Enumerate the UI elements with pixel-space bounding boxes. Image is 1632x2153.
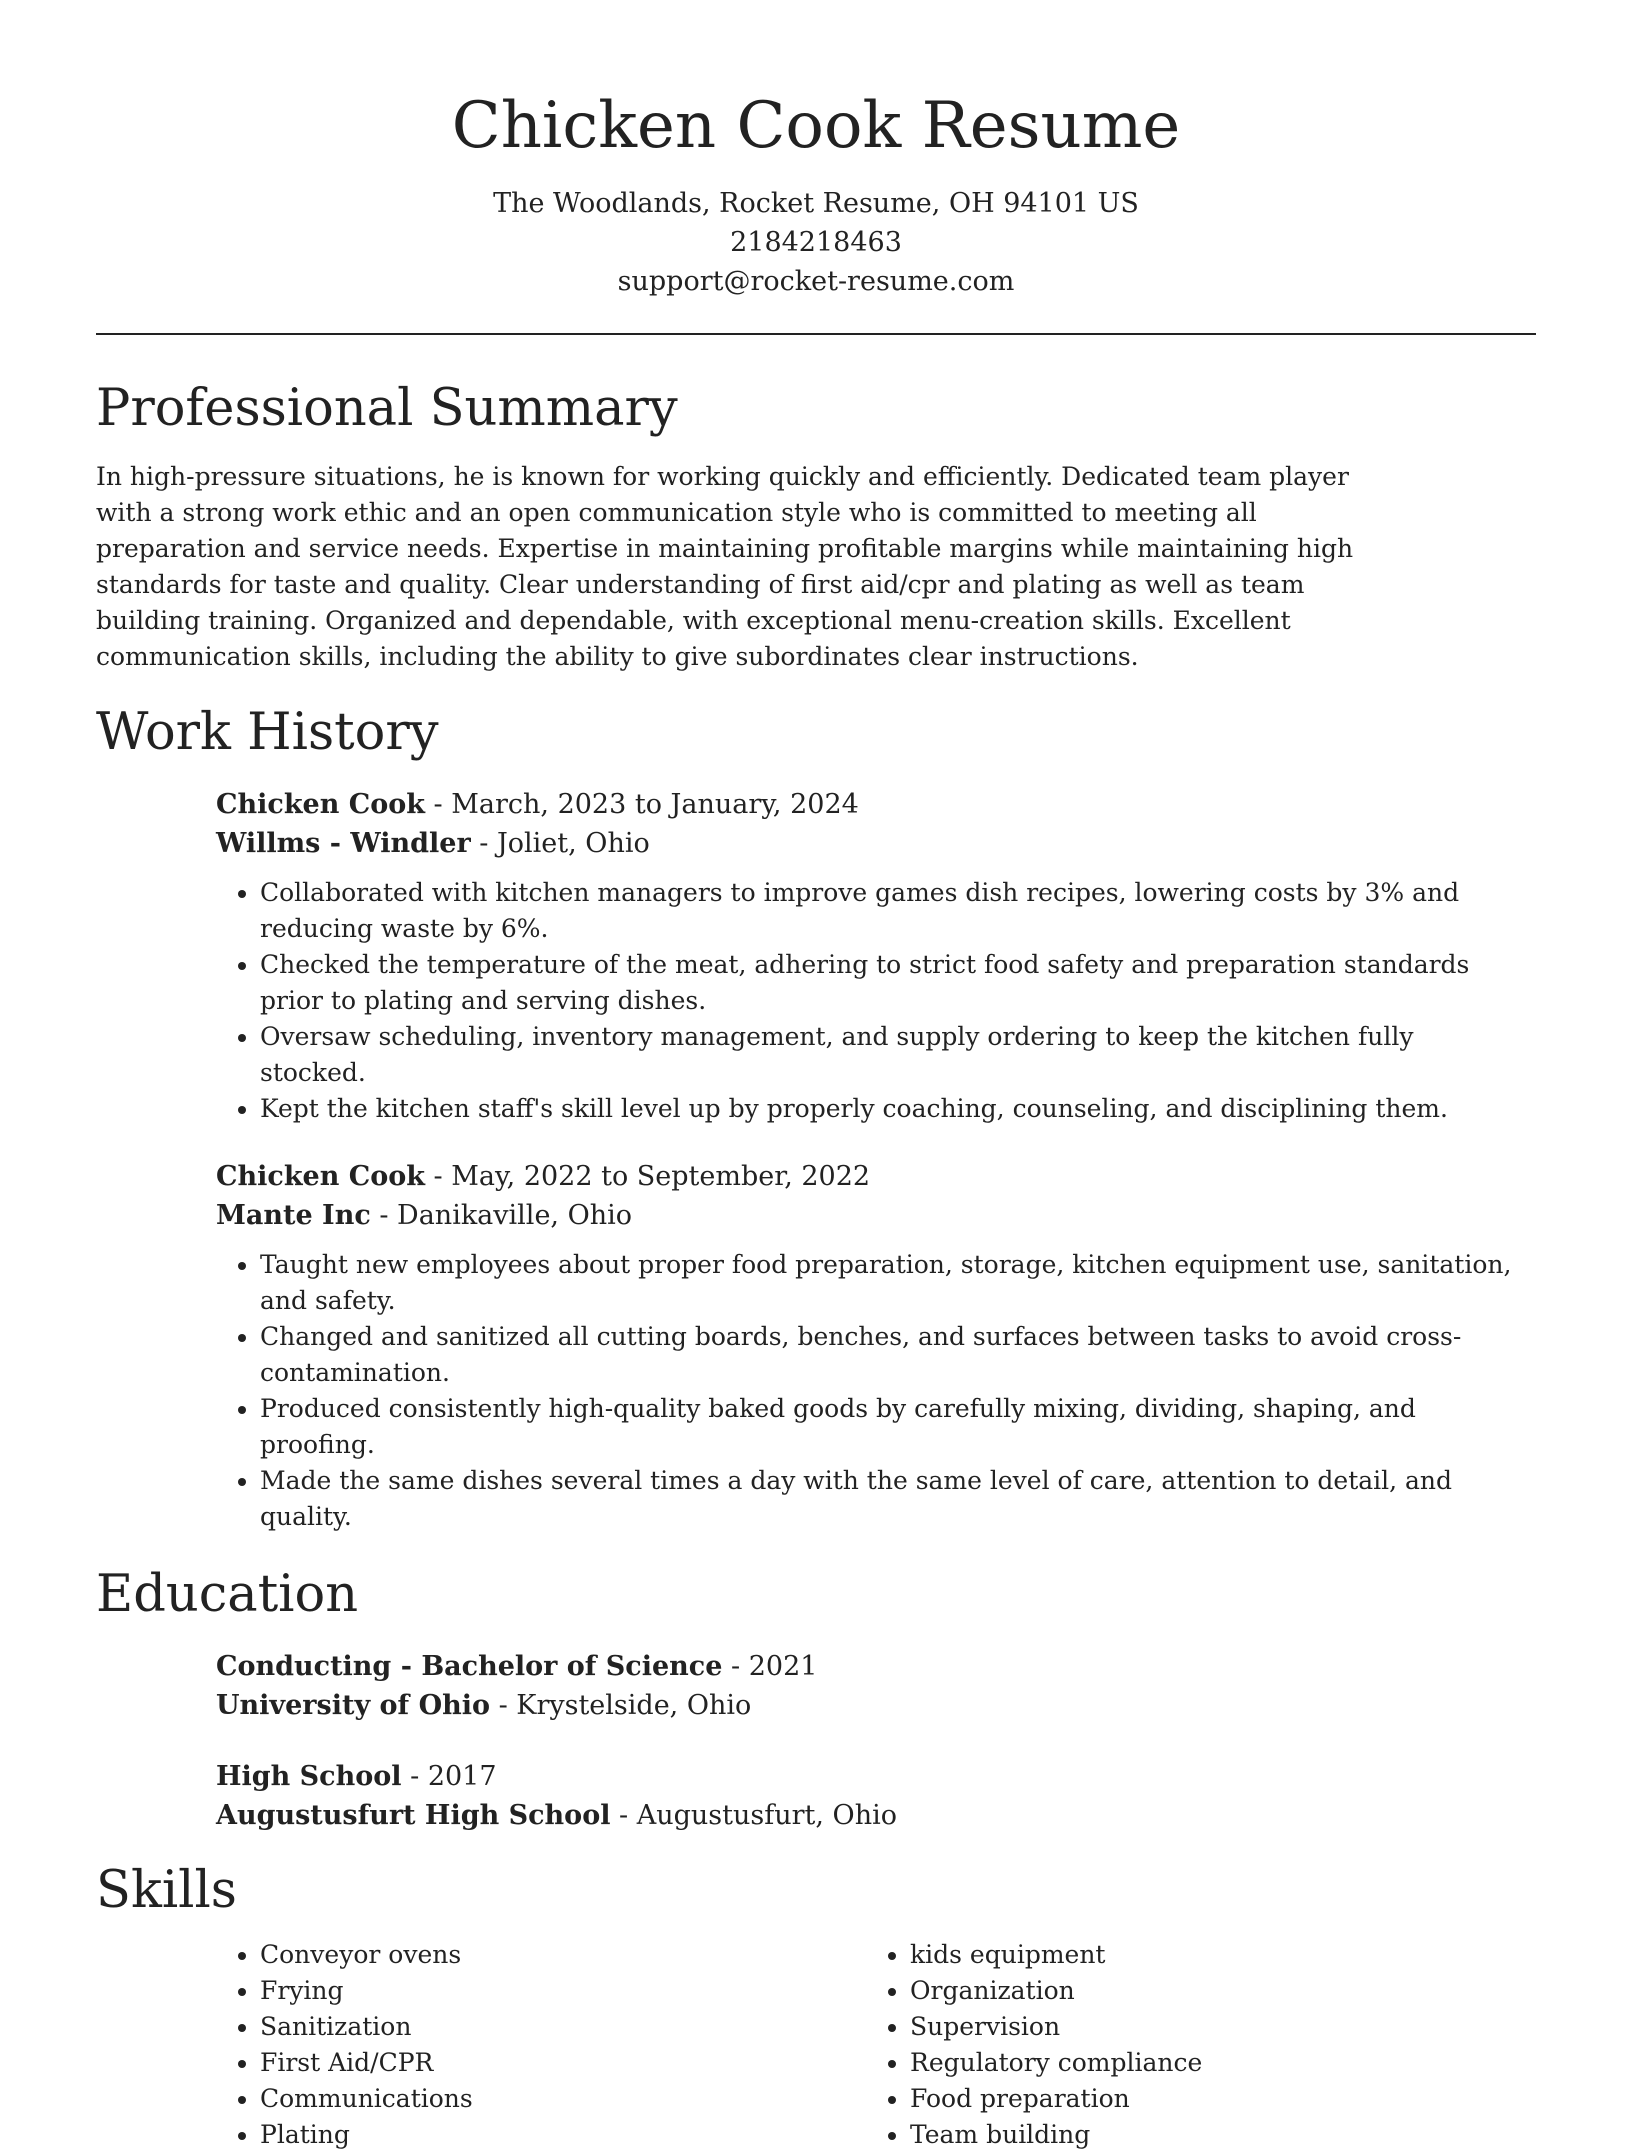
skills-column-right: [866, 1937, 1516, 2153]
list-item: • Team building: [910, 2117, 1516, 2153]
list-item: • Communications: [260, 2081, 866, 2117]
job-role: Chicken Cook: [216, 1161, 425, 1192]
job-entry: [216, 1157, 1516, 1535]
education-list: [216, 1647, 1516, 1835]
resume-header: [96, 0, 1536, 301]
job-company: Mante Inc: [216, 1200, 371, 1231]
skills-heading: Skills: [96, 1861, 237, 1920]
work-history-section: [96, 701, 1536, 1535]
education-entry: [216, 1647, 1516, 1725]
education-entry: [216, 1757, 1516, 1835]
list-item: • Food preparation: [910, 2081, 1516, 2117]
list-item: • Frying: [260, 1973, 866, 2009]
job-location: - Danikaville, Ohio: [370, 1200, 632, 1231]
school-line: [216, 1796, 1516, 1835]
job-title-line: [216, 1157, 1516, 1196]
school-name: Augustusfurt High School: [216, 1800, 611, 1831]
resume-page: [96, 0, 1536, 2153]
summary-heading: Professional Summary: [96, 379, 678, 438]
school-location: - Augustusfurt, Ohio: [610, 1800, 897, 1831]
job-company: Willms - Windler: [216, 828, 471, 859]
list-item: • Plating: [260, 2117, 866, 2153]
work-history-heading: Work History: [96, 703, 439, 762]
list-item: • Kept the kitchen staff's skill level up by properly coaching, counseling, and disciplining them.: [260, 1091, 1516, 1127]
list-item: • Regulatory compliance: [910, 2045, 1516, 2081]
education-heading: Education: [96, 1565, 359, 1624]
job-duties: [216, 1247, 1516, 1535]
summary-text: In high-pressure situations, he is known for working quickly and efficiently. Dedicated team player with a strong work ethic and an open communication style who is committed to meeting all preparation and service needs. Expertise in maintaining profitable margins while maintaining high standards for taste and quality. Clear understanding of first aid/cpr and plating as well as team building training. Organized and dependable, with exceptional menu-creation skills. Excellent communication skills, including the ability to give subordinates clear instructions.: [96, 462, 1354, 671]
skills-grid: [216, 1937, 1516, 2153]
school-line: [216, 1686, 1516, 1725]
email: support@rocket-resume.com: [617, 266, 1015, 297]
education-section: [96, 1563, 1536, 1835]
resume-title: Chicken Cook Resume: [451, 89, 1181, 163]
list-item: • Produced consistently high-quality baked goods by carefully mixing, dividing, shaping, and proofing.: [260, 1391, 1516, 1463]
graduation-year: - 2021: [722, 1651, 818, 1682]
job-duties: [216, 875, 1516, 1127]
list-item: • Supervision: [910, 2009, 1516, 2045]
skills-section: [96, 1859, 1536, 2153]
list-item: • Checked the temperature of the meat, adhering to strict food safety and preparation standards prior to plating and serving dishes.: [260, 947, 1516, 1019]
list-item: • Taught new employees about proper food preparation, storage, kitchen equipment use, sanitation, and safety.: [260, 1247, 1516, 1319]
list-item: • Collaborated with kitchen managers to improve games dish recipes, lowering costs by 3% and reducing waste by 6%.: [260, 875, 1516, 947]
list-item: • Made the same dishes several times a day with the same level of care, attention to detail, and quality.: [260, 1463, 1516, 1535]
job-location: - Joliet, Ohio: [470, 828, 650, 859]
header-divider: [96, 333, 1536, 335]
job-dates: - May, 2022 to September, 2022: [424, 1161, 871, 1192]
list-item: • First Aid/CPR: [260, 2045, 866, 2081]
graduation-year: - 2017: [401, 1761, 497, 1792]
degree-line: [216, 1757, 1516, 1796]
list-item: • Oversaw scheduling, inventory management, and supply ordering to keep the kitchen fully stocked.: [260, 1019, 1516, 1091]
job-title-line: [216, 785, 1516, 824]
degree: High School: [216, 1761, 402, 1792]
address: The Woodlands, Rocket Resume, OH 94101 US: [493, 188, 1139, 219]
list-item: • kids equipment: [910, 1937, 1516, 1973]
job-entry: [216, 785, 1516, 1127]
phone: 2184218463: [730, 227, 902, 258]
summary-section: [96, 377, 1536, 675]
skills-column-left: [216, 1937, 866, 2153]
list-item: • Conveyor ovens: [260, 1937, 866, 1973]
list-item: • Sanitization: [260, 2009, 866, 2045]
list-item: • Changed and sanitized all cutting boards, benches, and surfaces between tasks to avoid cross-contamination.: [260, 1319, 1516, 1391]
school-location: - Krystelside, Ohio: [489, 1690, 752, 1721]
list-item: • Organization: [910, 1973, 1516, 2009]
contact-info: [96, 184, 1536, 301]
school-name: University of Ohio: [216, 1690, 490, 1721]
degree-line: [216, 1647, 1516, 1686]
job-company-line: [216, 824, 1516, 863]
job-dates: - March, 2023 to January, 2024: [424, 789, 859, 820]
job-role: Chicken Cook: [216, 789, 425, 820]
job-company-line: [216, 1196, 1516, 1235]
degree: Conducting - Bachelor of Science: [216, 1651, 723, 1682]
